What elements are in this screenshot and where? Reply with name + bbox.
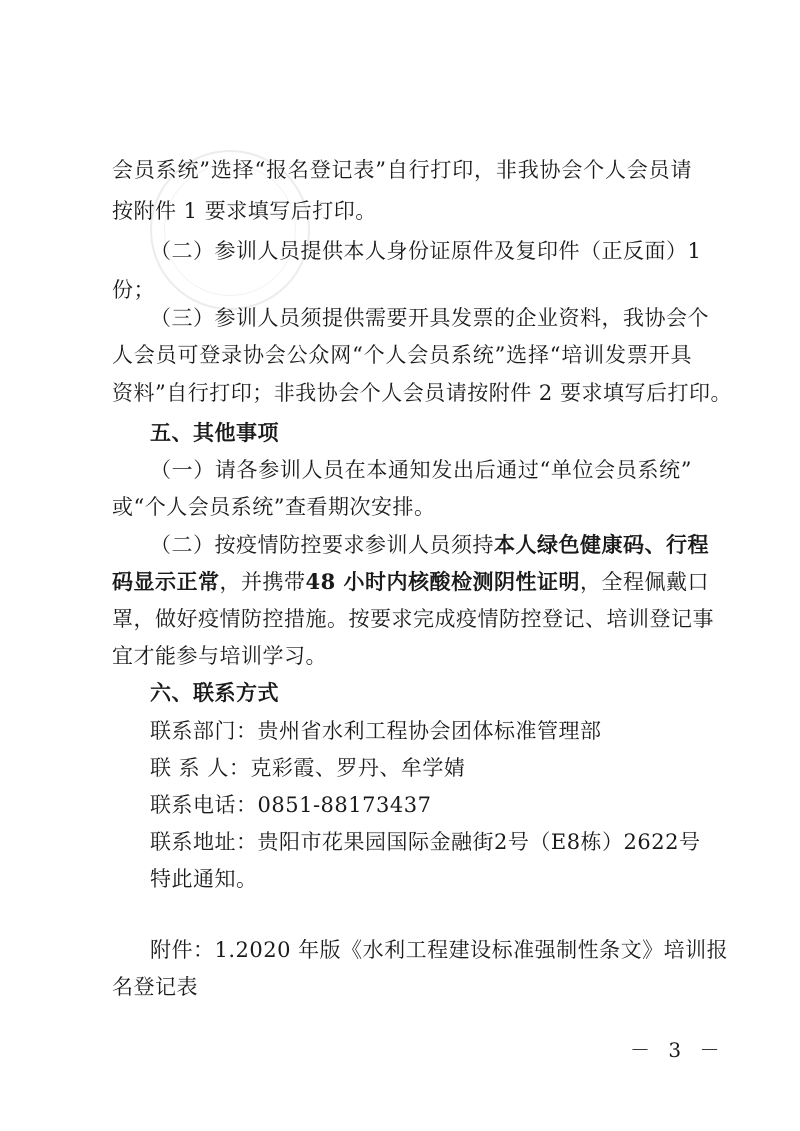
emphasized-text: 本人绿色健康码、行程 bbox=[494, 532, 709, 557]
attachment-line: 附件：1.2020 年版《水利工程建设标准强制性条文》培训报 bbox=[150, 938, 729, 962]
text-segment: ，并携带 bbox=[219, 570, 306, 594]
contact-phone: 联系电话：0851-88173437 bbox=[150, 793, 432, 817]
section-heading: 五、其他事项 bbox=[150, 420, 279, 445]
paragraph-line: （三）参训人员须提供需要开具发票的企业资料，我协会个 bbox=[150, 306, 709, 330]
contact-department: 联系部门：贵州省水利工程协会团体标准管理部 bbox=[150, 719, 602, 743]
attachment-line: 名登记表 bbox=[112, 975, 198, 999]
closing-text: 特此通知。 bbox=[150, 867, 258, 891]
emphasized-text: 48 小时内核酸检测阴性证明 bbox=[305, 569, 581, 594]
paragraph-line: 人会员可登录协会公众网“个人会员系统”选择“培训发票开具 bbox=[112, 343, 692, 367]
paragraph-line: 宜才能参与培训学习。 bbox=[112, 644, 327, 668]
text-segment: ，全程佩戴口 bbox=[580, 570, 710, 594]
paragraph-line: （一）请各参训人员在本通知发出后通过“单位会员系统” bbox=[150, 458, 692, 482]
paragraph-line: 份； bbox=[112, 278, 155, 302]
paragraph-line bbox=[112, 567, 710, 597]
contact-address: 联系地址：贵阳市花果园国际金融街2号（E8栋）2622号 bbox=[150, 830, 701, 854]
paragraph-line: 或“个人会员系统”查看期次安排。 bbox=[112, 495, 436, 519]
contact-person: 联 系 人：克彩霞、罗丹、牟学婧 bbox=[150, 756, 466, 780]
emphasized-text: 码显示正常 bbox=[112, 569, 220, 594]
paragraph-line: 资料”自行打印；非我协会个人会员请按附件 2 要求填写后打印。 bbox=[112, 381, 732, 405]
paragraph-line bbox=[150, 530, 709, 560]
paragraph-line: 会员系统”选择“报名登记表”自行打印，非我协会个人会员请 bbox=[112, 158, 692, 182]
text-segment: （二）按疫情防控要求参训人员须持 bbox=[150, 533, 494, 557]
paragraph-line: 罩，做好疫情防控措施。按要求完成疫情防控登记、培训登记事 bbox=[112, 607, 714, 631]
page-number: － 3 － bbox=[630, 1038, 726, 1062]
paragraph-line: 按附件 1 要求填写后打印。 bbox=[112, 199, 377, 223]
section-heading: 六、联系方式 bbox=[150, 680, 279, 705]
paragraph-line: （二）参训人员提供本人身份证原件及复印件（正反面）1 bbox=[150, 239, 702, 263]
